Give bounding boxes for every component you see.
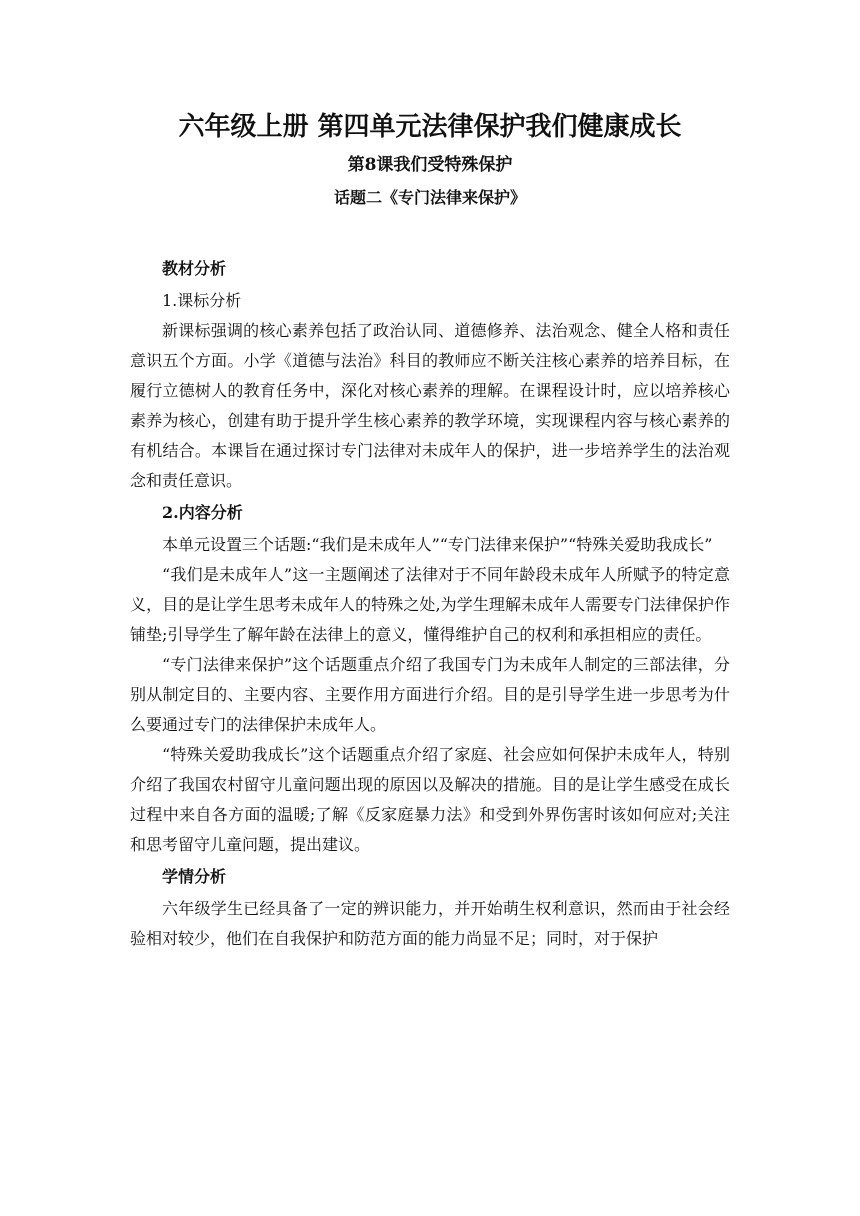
content-paragraph-1: 本单元设置三个话题:“我们是未成年人”“专门法律来保护”“特殊关爱助我成长”	[162, 535, 713, 554]
content-paragraph-3: “专门法律来保护”这个话题重点介绍了我国专门为未成年人制定的三部法律，分别从制定目的、主要内容、主要作用方面进行介绍。目的是引导学生进一步思考为什么要通过专门的法律保护未成年人。	[130, 655, 730, 734]
content-paragraph-4: “特殊关爱助我成长”这个话题重点介绍了家庭、社会应如何保护未成年人，特别介绍了我国农村留守儿童问题出现的原因以及解决的措施。目的是让学生感受在成长过程中来自各方面的温暖;了解《反家庭暴力法》和受到外界伤害时该如何应对;关注和思考留守儿童问题，提出建议。	[130, 745, 730, 854]
lesson-subtitle: 第8课我们受特殊保护	[347, 155, 513, 175]
section-heading-textbook-analysis: 教材分析	[162, 259, 227, 278]
student-analysis-paragraph: 六年级学生已经具备了一定的辨识能力，并开始萌生权利意识，然而由于社会经验相对较少，他们在自我保护和防范方面的能力尚显不足；同时，对于保护	[130, 899, 730, 948]
subsection-heading-curriculum: 1.课标分析	[162, 291, 242, 310]
subsection-heading-content: 2.内容分析	[162, 503, 243, 522]
curriculum-paragraph: 新课标强调的核心素养包括了政治认同、道德修养、法治观念、健全人格和责任意识五个方面。小学《道德与法治》科目的教师应不断关注核心素养的培养目标，在履行立德树人的教育任务中，深化对核心素养的理解。在课程设计时，应以培养核心素养为核心，创建有助于提升学生核心素养的教学环境，实现课程内容与核心素养的有机结合。本课旨在通过探讨专门法律对未成年人的保护，进一步培养学生的法治观念和责任意识。	[130, 321, 730, 490]
content-paragraph-2: “我们是未成年人”这一主题阐述了法律对于不同年龄段未成年人所赋予的特定意义，目的是让学生思考未成年人的特殊之处,为学生理解未成年人需要专门法律保护作铺垫;引导学生了解年龄在法律上的意义，懂得维护自己的权利和承担相应的责任。	[130, 565, 730, 644]
topic-title: 话题二《专门法律来保护》	[333, 188, 526, 207]
document-title: 六年级上册 第四单元法律保护我们健康成长	[178, 112, 682, 142]
document-body	[130, 252, 730, 954]
section-heading-student-analysis: 学情分析	[162, 867, 227, 886]
